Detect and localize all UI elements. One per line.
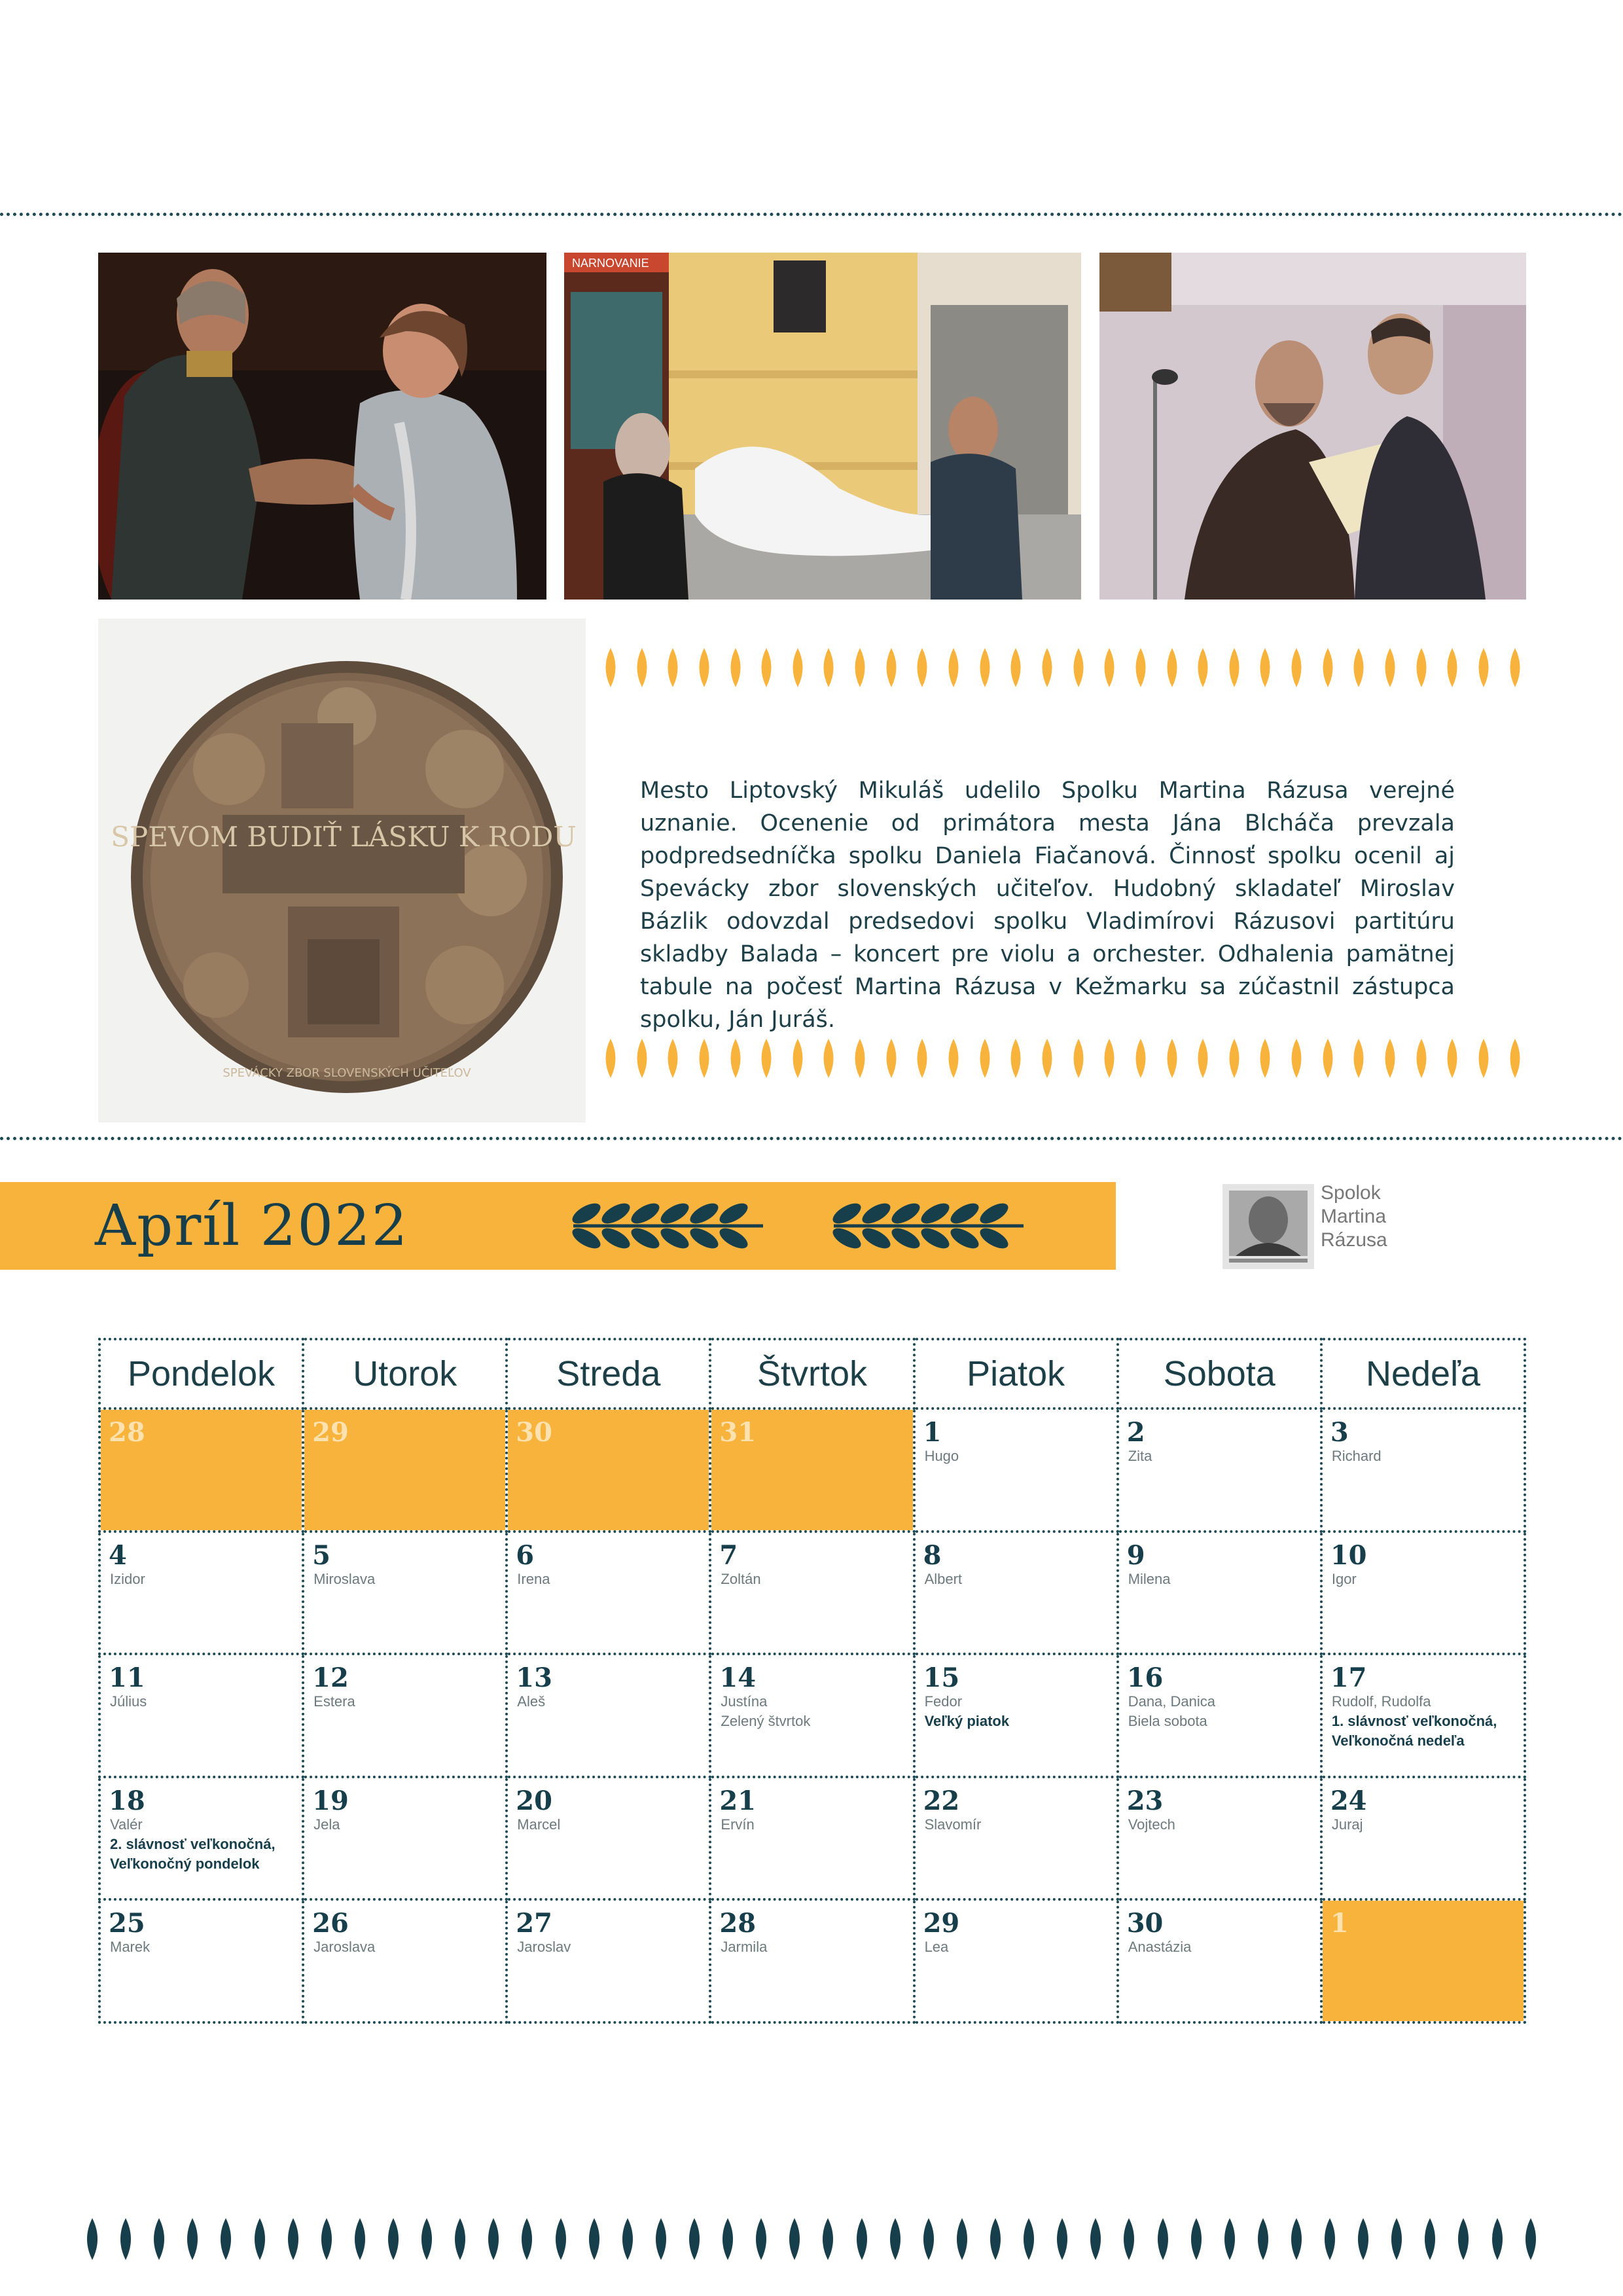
leaf-shape <box>985 2214 1006 2265</box>
leaf-shape <box>952 2214 972 2265</box>
leaf-shape <box>1380 645 1400 691</box>
day-number: 9 <box>1126 1539 1145 1571</box>
day-number: 26 <box>312 1908 349 1939</box>
leaf-shape <box>1152 2214 1173 2265</box>
leaf-shape <box>651 2214 671 2265</box>
leaf-shape <box>1380 1035 1400 1081</box>
weekday-monday: Pondelok <box>99 1339 303 1408</box>
calendar-day-cell <box>914 1654 1118 1777</box>
leaf-shape <box>1349 1035 1368 1081</box>
calendar-day-cell <box>1118 1654 1321 1777</box>
name-day: Július <box>110 1693 147 1710</box>
calendar-day-cell <box>99 1899 303 2022</box>
calendar-day-cell-other-month <box>1321 1899 1525 2022</box>
leaf-shape <box>82 2214 103 2265</box>
leaf-shape <box>215 2214 236 2265</box>
name-day: Jarmila <box>721 1939 768 1956</box>
name-day: Hugo <box>924 1448 959 1464</box>
day-number: 1 <box>923 1417 942 1448</box>
leaf-shape <box>1353 2214 1374 2265</box>
leaf-shape <box>483 2214 504 2265</box>
day-number: 30 <box>1126 1908 1164 1939</box>
calendar-day-cell <box>303 1654 507 1777</box>
leaf-shape <box>450 2214 471 2265</box>
calendar-day-cell <box>1118 1777 1321 1900</box>
leaf-shape <box>383 2214 404 2265</box>
leaf-shape <box>1069 1035 1088 1081</box>
day-number: 27 <box>516 1908 552 1939</box>
leaf-shape <box>1318 1035 1338 1081</box>
leaf-shape <box>1412 645 1431 691</box>
calendar-body <box>99 1408 1525 2022</box>
leaf-shape <box>726 645 745 691</box>
leaf-shape <box>819 645 838 691</box>
day-number: 4 <box>109 1539 127 1571</box>
day-number: 2 <box>1126 1417 1145 1448</box>
leaf-shape <box>550 2214 571 2265</box>
day-number: 13 <box>516 1662 552 1694</box>
day-number: 28 <box>109 1417 145 1448</box>
leaf-shape <box>751 2214 772 2265</box>
leaf-shape <box>757 1035 776 1081</box>
holiday-label: 1. slávnosť veľkonočná, <box>1331 1713 1497 1730</box>
day-number: 24 <box>1330 1785 1367 1816</box>
name-day: Albert <box>924 1570 963 1587</box>
calendar-day-cell-other-month <box>507 1408 710 1532</box>
leaf-shape <box>1442 1035 1462 1081</box>
leaf-shape <box>1131 645 1150 691</box>
weekday-sunday: Nedeľa <box>1321 1339 1525 1408</box>
leaf-shape <box>1419 2214 1440 2265</box>
leaf-shape <box>1505 645 1525 691</box>
day-number: 16 <box>1126 1662 1164 1694</box>
calendar-day-cell <box>507 1654 710 1777</box>
wheat-ornament-left <box>567 1195 770 1257</box>
medal-inscription: SPEVOM BUDIŤ LÁSKU K RODU <box>111 821 577 853</box>
name-day: Biela sobota <box>1128 1713 1207 1730</box>
calendar-day-cell <box>1118 1408 1321 1532</box>
holiday-label: Veľký piatok <box>924 1713 1010 1730</box>
calendar-day-cell <box>914 1777 1118 1900</box>
leaf-shape <box>1069 645 1088 691</box>
leaf-shape <box>584 2214 605 2265</box>
calendar-day-cell <box>1118 1532 1321 1655</box>
leaf-shape <box>1006 1035 1026 1081</box>
name-day: Jela <box>313 1816 340 1833</box>
calendar-day-cell-other-month <box>710 1408 914 1532</box>
leaf-shape <box>1474 1035 1493 1081</box>
day-number: 3 <box>1330 1417 1349 1448</box>
medal-rim-text: SPEVÁCKY ZBOR SLOVENSKÝCH UČITEĽOV <box>223 1066 471 1080</box>
leaf-shape <box>912 645 932 691</box>
calendar-day-cell <box>710 1532 914 1655</box>
weekday-wednesday: Streda <box>507 1339 710 1408</box>
leaf-shape <box>1018 2214 1039 2265</box>
leaf-shape <box>1318 645 1338 691</box>
calendar-day-cell-other-month <box>303 1408 507 1532</box>
leaf-shape <box>944 645 963 691</box>
leaf-shape <box>1118 2214 1139 2265</box>
leaf-shape <box>1052 2214 1073 2265</box>
day-number: 30 <box>516 1417 552 1448</box>
calendar-week-row <box>99 1408 1525 1532</box>
calendar-day-cell <box>710 1899 914 2022</box>
leaf-shape <box>882 645 901 691</box>
leaf-shape <box>1287 645 1306 691</box>
name-day: Jaroslava <box>313 1939 376 1956</box>
leaf-shape <box>516 2214 537 2265</box>
day-number: 23 <box>1126 1785 1164 1816</box>
leaf-shape <box>249 2214 270 2265</box>
weekday-saturday: Sobota <box>1118 1339 1321 1408</box>
leaf-shape <box>851 2214 872 2265</box>
leaf-shape <box>850 1035 870 1081</box>
day-number: 21 <box>719 1785 757 1816</box>
photo-award-handshake <box>98 253 546 600</box>
name-day: Zelený štvrtok <box>721 1713 811 1730</box>
name-day: Miroslava <box>313 1570 376 1587</box>
name-day: Milena <box>1128 1570 1171 1587</box>
medal-image <box>98 619 586 1122</box>
leaf-shape <box>1520 2214 1541 2265</box>
leaf-shape <box>918 2214 939 2265</box>
calendar-day-cell <box>710 1777 914 1900</box>
leaf-shape <box>1186 2214 1207 2265</box>
photo-score-handover <box>1099 253 1526 600</box>
name-day: Rudolf, Rudolfa <box>1331 1693 1431 1710</box>
name-day: Irena <box>517 1570 550 1587</box>
leaf-shape <box>885 2214 906 2265</box>
day-number: 20 <box>516 1785 552 1816</box>
leaf-shape <box>1287 1035 1306 1081</box>
event-description: Mesto Liptovský Mikuláš udelilo Spolku Martina Rázusa verejné uznanie. Ocenenie od primátora mesta Jána Blcháča prevzala podpredsedníčka spolku Daniela Fiačanová. Činnosť spolku ocenil aj Spevácky zbor slovenských učiteľov. Hudobný skladateľ Miroslav Bázlik odovzdal predsedovi spolku Vladimírovi Rázusovi partitúru skladby Balada – koncert pre violu a orchester. Odhalenia pamätnej tabule na počesť Martina Rázusa v Kežmarku sa zúčastnil zástupca spolku, Ján Juráš. <box>640 778 1455 1033</box>
calendar-day-cell <box>710 1654 914 1777</box>
leaf-shape <box>1219 2214 1240 2265</box>
calendar-day-cell <box>914 1899 1118 2022</box>
calendar-day-cell <box>1321 1408 1525 1532</box>
leaf-shape <box>1193 1035 1213 1081</box>
name-day: Igor <box>1331 1570 1357 1587</box>
day-number: 7 <box>719 1539 738 1571</box>
leaf-shape <box>1255 645 1275 691</box>
calendar-week-row <box>99 1899 1525 2022</box>
name-day: Slavomír <box>924 1816 982 1833</box>
calendar-day-cell <box>1321 1654 1525 1777</box>
calendar-day-cell <box>99 1654 303 1777</box>
leaf-shape <box>1037 1035 1057 1081</box>
leaf-shape <box>1224 645 1244 691</box>
leaf-shape <box>1162 645 1182 691</box>
top-dotted-divider <box>0 213 1623 216</box>
calendar-day-cell <box>303 1899 507 2022</box>
leaf-shape <box>944 1035 963 1081</box>
name-day: Lea <box>924 1939 949 1956</box>
name-day: Marcel <box>517 1816 561 1833</box>
day-number: 15 <box>923 1662 960 1694</box>
weekday-friday: Piatok <box>914 1339 1118 1408</box>
leaf-shape <box>663 645 683 691</box>
name-day: Valér <box>110 1816 143 1833</box>
leaf-shape <box>684 2214 705 2265</box>
leaf-shape <box>717 2214 738 2265</box>
leaf-shape <box>149 2214 169 2265</box>
leaf-shape <box>819 1035 838 1081</box>
day-number: 28 <box>719 1908 757 1939</box>
leaf-shape <box>788 1035 808 1081</box>
weekday-header-row <box>99 1339 1525 1408</box>
holiday-label: Veľkonočná nedeľa <box>1331 1732 1465 1749</box>
name-day: Richard <box>1331 1448 1382 1464</box>
leaf-shape <box>1131 1035 1150 1081</box>
leaf-shape <box>1253 2214 1274 2265</box>
leaf-shape <box>416 2214 437 2265</box>
leaf-shape <box>882 1035 901 1081</box>
leaf-shape <box>1349 645 1368 691</box>
calendar-day-cell <box>507 1532 710 1655</box>
leaf-shape <box>601 645 620 691</box>
name-day: Fedor <box>924 1693 963 1710</box>
holiday-label: Veľkonočný pondelok <box>110 1855 260 1872</box>
day-number: 12 <box>312 1662 349 1694</box>
leaf-shape <box>663 1035 683 1081</box>
day-number: 11 <box>109 1662 145 1694</box>
leaf-shape <box>632 645 652 691</box>
leaf-shape <box>182 2214 203 2265</box>
calendar-week-row <box>99 1654 1525 1777</box>
calendar-day-cell <box>1321 1532 1525 1655</box>
name-day: Marek <box>110 1939 151 1956</box>
day-number: 17 <box>1330 1662 1367 1694</box>
leaf-shape <box>1224 1035 1244 1081</box>
leaf-shape <box>1006 645 1026 691</box>
calendar-day-cell <box>507 1777 710 1900</box>
name-day: Ervín <box>721 1816 755 1833</box>
leaf-shape <box>1319 2214 1340 2265</box>
leaf-shape <box>115 2214 136 2265</box>
wheat-ornament-right <box>827 1195 1030 1257</box>
weekday-tuesday: Utorok <box>303 1339 507 1408</box>
day-number: 10 <box>1330 1539 1367 1571</box>
leaf-shape <box>788 645 808 691</box>
day-number: 22 <box>923 1785 960 1816</box>
day-number: 1 <box>1330 1908 1349 1939</box>
shop-sign-text: NARNOVANIE <box>572 257 649 270</box>
leaf-shape <box>1442 645 1462 691</box>
logo-line-1: Spolok <box>1321 1182 1381 1204</box>
calendar-grid <box>98 1338 1526 2024</box>
calendar-day-cell-other-month <box>99 1408 303 1532</box>
leaf-ornament-bottom <box>601 1031 1525 1086</box>
leaf-shape <box>632 1035 652 1081</box>
leaf-shape <box>817 2214 838 2265</box>
name-day: Izidor <box>110 1570 145 1587</box>
name-day: Juraj <box>1331 1816 1363 1833</box>
day-number: 5 <box>312 1539 330 1571</box>
middle-dotted-divider <box>0 1137 1623 1140</box>
calendar-day-cell <box>507 1899 710 2022</box>
day-number: 14 <box>719 1662 757 1694</box>
day-number: 25 <box>109 1908 145 1939</box>
calendar-day-cell <box>914 1532 1118 1655</box>
leaf-shape <box>1099 645 1119 691</box>
calendar-day-cell <box>1321 1777 1525 1900</box>
leaf-shape <box>1162 1035 1182 1081</box>
society-logo-text <box>1321 1181 1387 1252</box>
leaf-shape <box>1255 1035 1275 1081</box>
calendar-week-row <box>99 1532 1525 1655</box>
leaf-shape <box>1037 645 1057 691</box>
day-number: 29 <box>312 1417 349 1448</box>
name-day: Jaroslav <box>517 1939 571 1956</box>
leaf-shape <box>784 2214 805 2265</box>
day-number: 19 <box>312 1785 349 1816</box>
calendar-day-cell <box>1118 1899 1321 2022</box>
leaf-shape <box>601 1035 620 1081</box>
leaf-shape <box>850 645 870 691</box>
leaf-shape <box>1085 2214 1106 2265</box>
logo-line-3: Rázusa <box>1321 1229 1387 1251</box>
leaf-shape <box>1487 2214 1508 2265</box>
photo-plaque-unveiling <box>564 253 1081 600</box>
leaf-shape <box>726 1035 745 1081</box>
name-day: Justína <box>721 1693 768 1710</box>
leaf-shape <box>1474 645 1493 691</box>
leaf-shape <box>1386 2214 1407 2265</box>
leaf-shape <box>349 2214 370 2265</box>
name-day: Zoltán <box>721 1570 761 1587</box>
day-number: 31 <box>719 1417 757 1448</box>
leaf-shape <box>975 645 995 691</box>
leaf-shape <box>1505 1035 1525 1081</box>
weekday-thursday: Štvrtok <box>710 1339 914 1408</box>
leaf-shape <box>1453 2214 1474 2265</box>
leaf-shape <box>1099 1035 1119 1081</box>
calendar-day-cell <box>914 1408 1118 1532</box>
day-number: 29 <box>923 1908 960 1939</box>
name-day: Estera <box>313 1693 355 1710</box>
leaf-shape <box>975 1035 995 1081</box>
logo-line-2: Martina <box>1321 1206 1387 1227</box>
leaf-shape <box>757 645 776 691</box>
day-number: 18 <box>109 1785 145 1816</box>
leaf-shape <box>1286 2214 1307 2265</box>
day-number: 6 <box>516 1539 535 1571</box>
name-day: Aleš <box>517 1693 546 1710</box>
calendar-day-cell <box>99 1777 303 1900</box>
calendar-week-row <box>99 1777 1525 1900</box>
name-day: Vojtech <box>1128 1816 1175 1833</box>
leaf-shape <box>1193 645 1213 691</box>
name-day: Zita <box>1128 1448 1152 1464</box>
holiday-label: 2. slávnosť veľkonočná, <box>110 1835 276 1852</box>
calendar-day-cell <box>99 1532 303 1655</box>
leaf-ornament-footer <box>82 2212 1541 2266</box>
leaf-ornament-top <box>601 640 1525 695</box>
day-number: 8 <box>923 1539 942 1571</box>
leaf-shape <box>694 1035 714 1081</box>
leaf-shape <box>912 1035 932 1081</box>
leaf-shape <box>694 645 714 691</box>
calendar-day-cell <box>303 1532 507 1655</box>
leaf-shape <box>316 2214 337 2265</box>
leaf-shape <box>617 2214 638 2265</box>
calendar-day-cell <box>303 1777 507 1900</box>
name-day: Anastázia <box>1128 1939 1192 1956</box>
leaf-shape <box>283 2214 304 2265</box>
month-title: Apríl 2022 <box>95 1193 409 1259</box>
leaf-shape <box>1412 1035 1431 1081</box>
name-day: Dana, Danica <box>1128 1693 1216 1710</box>
